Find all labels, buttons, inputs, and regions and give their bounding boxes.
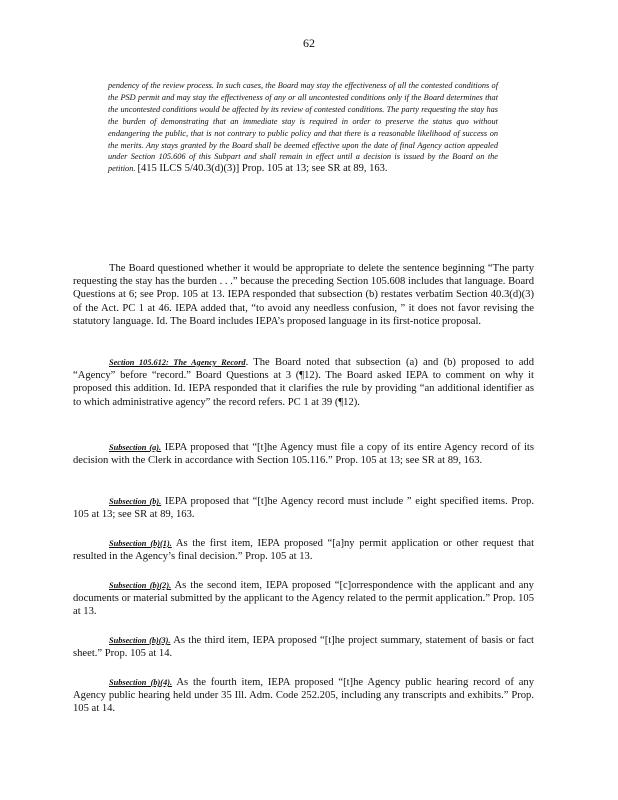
paragraph-subsection-a: [73, 441, 534, 467]
paragraph-text: . The Board noted that subsection (a) and (b) proposed to add “Agency” before “record.” Board Questions at 3 (¶12). The Board asked IEPA to comment on why it proposed this addition. Id. IEPA responded that it clarifies the rule by providing “an additional identifier as to which administrative agency” the record refers. PC 1 at 39 (¶12).: [73, 357, 534, 408]
block-quote-text: pendency of the review process. In such cases, the Board may stay the effectiveness of all the contested conditions of the PSD permit and may stay the effectiveness of any or all uncontested conditions only if the Board determines that the uncontested conditions would be affected by its review of contested conditions. The party requesting the stay has the burden of demonstrating that an immediate stay is required in order to preserve the status quo without endangering the public, that is not contrary to public policy and that there is a reasonable likelihood of success on the merits. Any stays granted by the Board shall be deemed effective upon the date of final Agency action appealed under Section 105.606 of this Subpart and shall remain in effect until a decision is issued by the Board on the petition.: [108, 81, 498, 174]
paragraph-subsection-b3: [73, 634, 534, 660]
statutory-block-quote: [108, 80, 498, 175]
section-heading: Section 105.612: The Agency Record: [109, 358, 246, 367]
page-number: 62: [303, 36, 315, 50]
subsection-heading: Subsection (b)(1).: [109, 539, 172, 548]
paragraph-board-question: [73, 262, 534, 328]
subsection-heading: Subsection (b).: [109, 497, 162, 506]
subsection-heading: Subsection (b)(2).: [109, 581, 172, 590]
paragraph-text: As the fourth item, IEPA proposed “[t]he Agency public hearing record of any Agency public hearing held under 35 Ill. Adm. Code 252.205, including any transcripts and exhibits.” Prop. 105 at 14.: [73, 677, 535, 715]
block-quote-citation: [415 ILCS 5/40.3(d)(3)] Prop. 105 at 13; see SR at 89, 163.: [137, 163, 388, 175]
paragraph-subsection-b: [73, 495, 534, 521]
paragraph-subsection-b2: [73, 579, 534, 619]
paragraph-text: IEPA proposed that “[t]he Agency record must include ” eight specified items. Prop. 105 at 13; see SR at 89, 163.: [73, 496, 534, 521]
paragraph-subsection-b1: [73, 537, 534, 563]
paragraph-text: The Board questioned whether it would be appropriate to delete the sentence beginning “The party requesting the stay has the burden . . .” because the preceding Section 105.608 includes that language. Board Questions at 6; see Prop. 105 at 13. IEPA responded that subsection (b) restates verbatim Section 40.3(d)(3) of the Act. PC 1 at 46. IEPA added that, “to avoid any needless confusion, ” it does not favor revising the statutory language. Id. The Board includes IEPA’s proposed language in its first-notice proposal.: [73, 263, 534, 327]
paragraph-text: As the second item, IEPA proposed “[c]orrespondence with the applicant and any documents or material submitted by the applicant to the Agency related to the permit application.” Prop. 105 at 13.: [73, 580, 534, 618]
paragraph-subsection-b4: [73, 676, 534, 716]
paragraph-text: As the first item, IEPA proposed “[a]ny permit application or other request that resulted in the Agency’s final decision.” Prop. 105 at 13.: [73, 538, 535, 563]
paragraph-text: As the third item, IEPA proposed “[t]he project summary, statement of basis or fact sheet.” Prop. 105 at 14.: [73, 635, 534, 660]
paragraph-text: IEPA proposed that “[t]he Agency must file a copy of its entire Agency record of its decision with the Clerk in accordance with Section 105.116.” Prop. 105 at 13; see SR at 89, 163.: [73, 442, 534, 467]
paragraph-section-105-612: [73, 356, 534, 409]
subsection-heading: Subsection (b)(3).: [109, 636, 171, 645]
subsection-heading: Subsection (b)(4).: [109, 678, 173, 687]
subsection-heading: Subsection (a).: [109, 443, 162, 452]
